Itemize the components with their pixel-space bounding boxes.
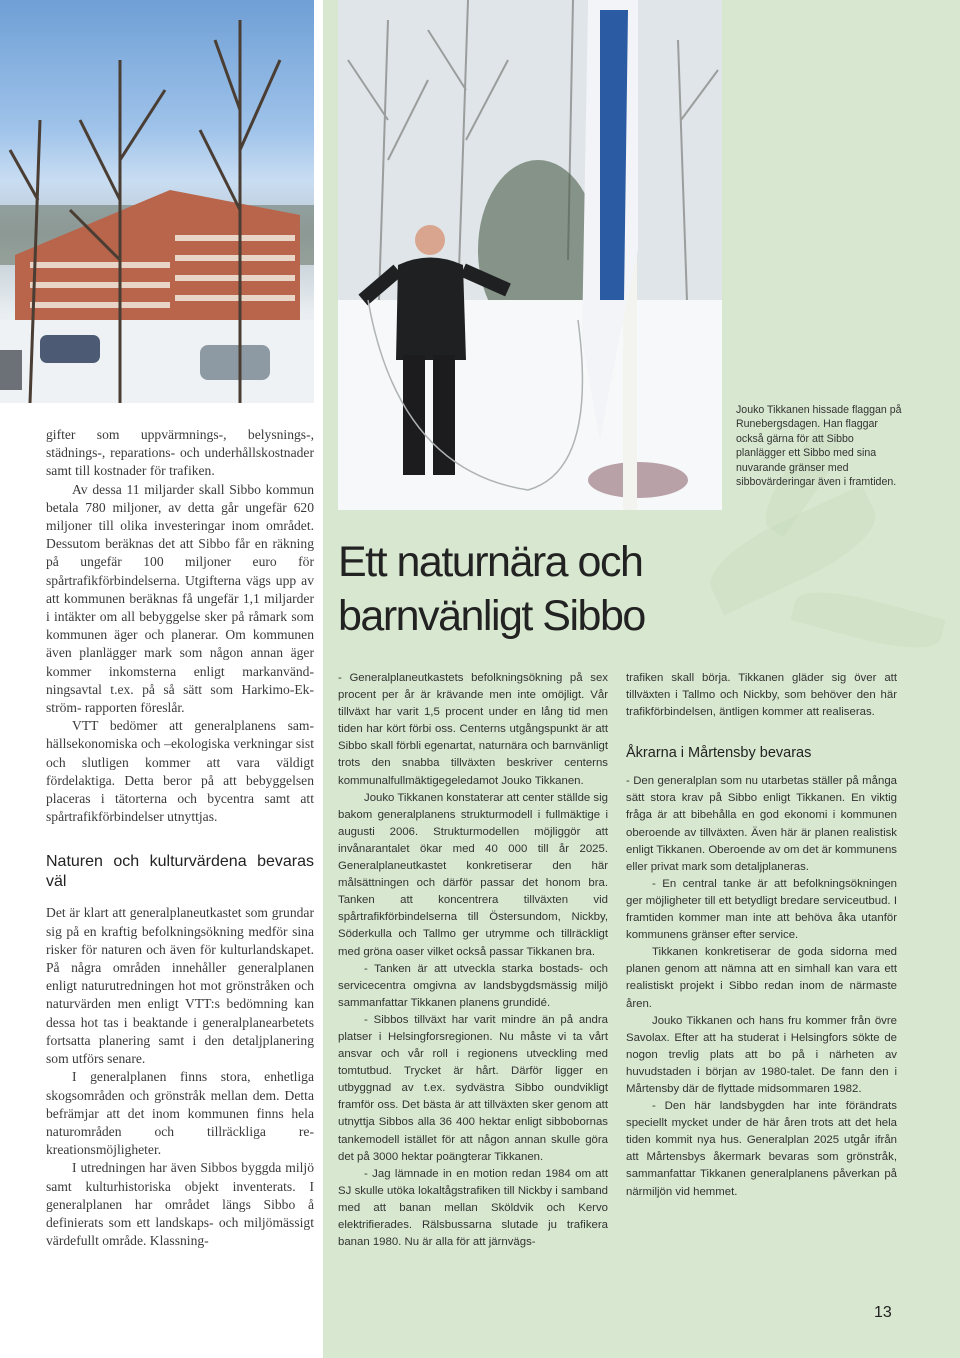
title-line-2: barnvänligt Sibbo xyxy=(338,592,645,640)
paragraph: Av dessa 11 miljarder skall Sibbo kommun betala 780 miljoner, av detta går ungefär 620 miljoner till olika investeringar inom området. Dessutom beräknas det att Sibbo får en räkning på ungefär 100 miljoner euro för spårtrafikförbindelserna. Utgifterna vägs upp av att kommunen beräknas få ungefär 1,1 miljarder i intäkter om all bebyggelse sker på råmark som kommunen äger och planerar. Om kommunen även planlägger mark som någon annan äger kommer inkomsterna enligt markanvändningsavtal t.ex. på så sätt som Harkimo-Ekström- rapporten föreslår. xyxy=(46,481,314,716)
leaf-decoration xyxy=(790,581,945,658)
paragraph: trafiken skall börja. Tikkanen gläder sig över att tillväxten i Tallmo och Nickby, som behöver den här trafikförbindelsen, äntligen kommer att realiseras. xyxy=(626,672,897,719)
paragraph: I generalplanen finns stora, enhetliga skogsområden och grönstråk mellan dem. Detta befrämjar att det inom kommunen finns hela naturområden och tillräckliga rekreationsmöjligheter. xyxy=(46,1069,314,1158)
paragraph: - Jag lämnade in en motion redan 1984 om att SJ skulle utöka lokaltågstrafiken till Nickby i samband med att banan mellan Sköldvik och Kervo elektrifierades. Rälsbussarna slutade ju trafikera banan 1980. Nu är alla för att järnvägs- xyxy=(338,1167,608,1249)
paragraph: VTT bedömer att generalplanens samhällsekonomiska och –ekologiska verkningar sist och slutligen kommer att vara väldigt fördelaktiga. Detta beror på att bebyggelsen placeras i tätorterna och bycentra samt att spårtrafikförbindelser utnyttjas. xyxy=(46,718,314,825)
article-title xyxy=(338,535,758,643)
paragraph: - Den generalplan som nu utarbetas ställer på många sätt stora krav på Sibbo enligt Tikkanen. En viktig fråga är att bibehålla en god ekonomi i kommunen oberoende av tillväxten. Även här är planen realistisk enligt Tikkanen. Oberoende av om det är kommunens eller privat mark som detaljplaneras. xyxy=(626,775,897,873)
left-text-column xyxy=(46,426,314,1250)
section-heading: Åkrarna i Mårtensby bevaras xyxy=(626,745,812,762)
apartment-buildings-photo xyxy=(0,0,314,403)
page-number: 13 xyxy=(874,1304,892,1321)
paragraph: - Generalplaneutkastets befolkningsökning på sex procent per år är krävande men inte omöjligt. Vår tillväxt har varit 1,5 procent under en lång tid men tiden har kört förbi oss. Centerns utgångspunkt är att Sibbo skall förbli egenartat, naturnära och barnvänligt trots den snabba tillväxten beskriver centerns kommunalfullmäktigegeledamot Jouko Tikkanen. xyxy=(338,672,608,787)
paragraph: - Sibbos tillväxt har varit mindre än på andra platser i Helsingforsregionen. Nu måste vi ta vårt ansvar och vår roll i regionens utveckling med tomtutbud. Trycket är hårt. Därför ligger en utbyggnad av t.ex. sydvästra Sibbo oundvikligt framför oss. Det bästa är att tillväxten sker genom att utnyttja Sibbos alla 36 400 hektar enligt sibbobornas tankemodell istället för att någon annan skulle göra det på 3000 hektar poängterar Tikkanen. xyxy=(338,1013,608,1163)
section-heading: Naturen och kulturvärdena bevaras väl xyxy=(46,853,314,891)
apartment-buildings-illustration xyxy=(0,0,314,403)
paragraph: - En central tanke är att befolkningsökningen ger möjligheter till ett betydligt bredare serviceutbud. I framtiden kommer man inte att behöva åka utanför kommunens gränser efter service. xyxy=(626,877,897,942)
paragraph: Det är klart att generalplaneutkastet som grundar sig på en kraftig befolkningsökning medför sina risker för naturen och även för kulturlandskapet. På några områden innehåller generalplanen enligt naturutredningen hot mot grönstråken och naturvärden men enligt VTT:s bedömning kan dessa hot tas i beaktande i generalplanearbetets fortsatta planering samt i den detaljplanering som utförs senare. xyxy=(46,905,314,1067)
right-text-column xyxy=(626,670,897,1201)
flag-raising-illustration xyxy=(338,0,722,510)
photo-caption: Jouko Tikkanen hissade flaggan på Runebergsdagen. Han flaggar också gärna för att Sibbo planlägger ett Sibbo med sina nuvarande gränser med sibbovärderingar även i framtiden. xyxy=(736,404,902,489)
paragraph: - Den här landsbygden har inte förändrats speciellt mycket under de här åren trots att det hela tiden kommit nya hus. Generalplan 2025 utgår ifrån att Mårtensbys åkermark bevaras som grönstråk, sammanfattar Tikkanen generalplanens påverkan på närmiljön vid hemmet. xyxy=(626,1100,897,1198)
paragraph: I utredningen har även Sibbos byggda miljö samt kulturhistoriska objekt inventerats. I generalplanen har området längs Sibbo å definierats som ett landskaps- och miljömässigt värdefullt område. Klassning- xyxy=(46,1160,314,1249)
paragraph: gifter som uppvärmnings-, belysnings-, städnings-, reparations- och underhållskostnader samt till kostnader för trafiken. xyxy=(46,427,314,479)
title-line-1: Ett naturnära och xyxy=(338,538,643,586)
paragraph: Tikkanen konkretiserar de goda sidorna med planen genom att nämna att en simhall kan vara ett realistiskt projekt i Sibbo redan inom de närmaste åren. xyxy=(626,946,897,1010)
flag-raising-photo xyxy=(338,0,722,510)
middle-text-column xyxy=(338,670,608,1251)
paragraph: - Tanken är att utveckla starka bostads- och servicecentra omgivna av landsbygdsmässig miljö sammanfattar Tikkanen planens grundidé. xyxy=(338,962,608,1009)
paragraph: Jouko Tikkanen konstaterar att center ställde sig bakom generalplanens strukturmodell i fullmäktige i augusti 2006. Strukturmodellen möjliggör att invånarantalet ökar med 40 000 till år 2025. Generalplaneutkastet konkretiserar den här målsättningen och därför passar det honom bra. Tanken att koncentrera tillväxten vid spårtrafikförbindelserna till Östersundom, Nickby, Söderkulla och Tallmo ger utrymme och tillräckligt med gröna oaser vilket också passar Tikkanen bra. xyxy=(338,791,608,958)
paragraph: Jouko Tikkanen och hans fru kommer från övre Savolax. Efter att ha studerat i Helsingfors sökte de nogon trevlig plats att bo på i närheten av huvudstaden i början av 1980-talet. De fann den i Mårtensby där de flyttade midsommaren 1982. xyxy=(626,1014,897,1095)
